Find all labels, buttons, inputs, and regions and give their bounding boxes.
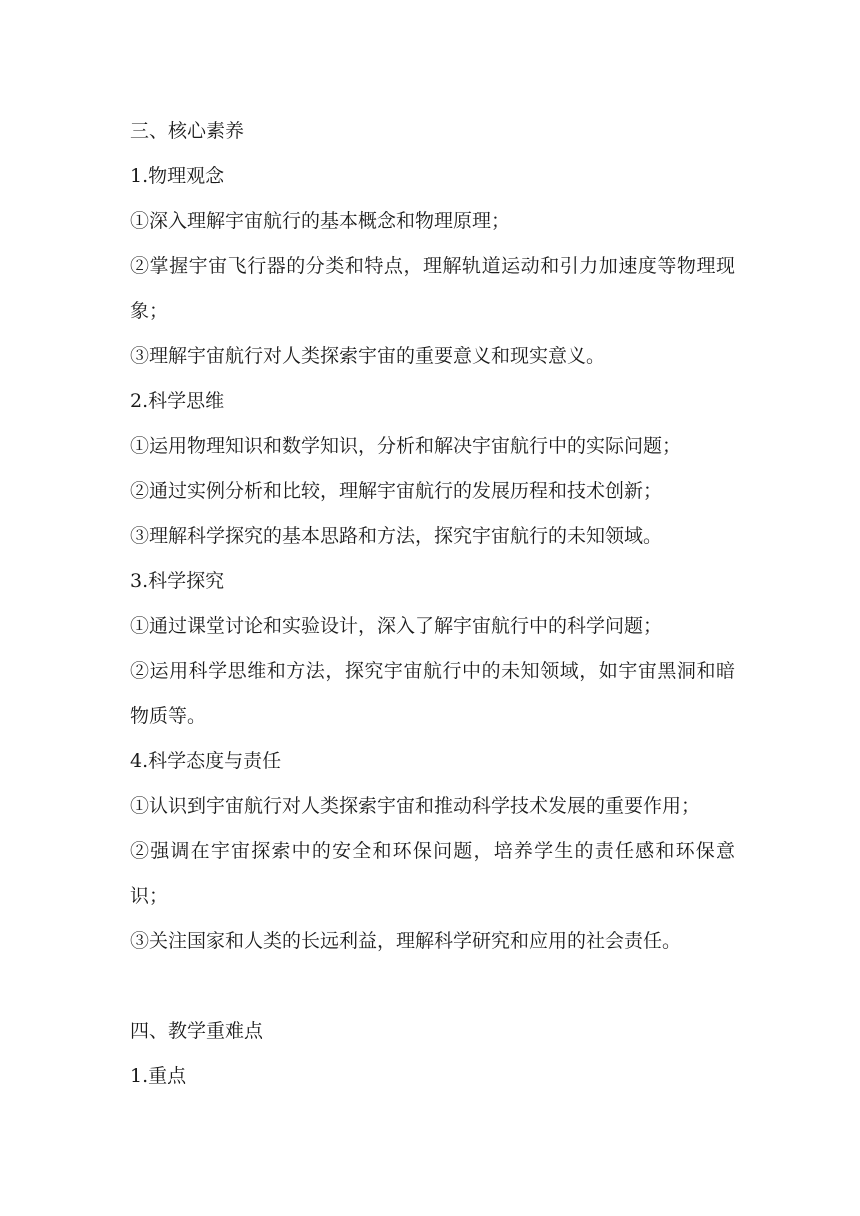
list-item: ③关注国家和人类的长远利益，理解科学研究和应用的社会责任。 [130, 930, 682, 952]
subheading-scientific-inquiry: 3.科学探究 [130, 570, 225, 592]
list-item: ①深入理解宇宙航行的基本概念和物理原理； [130, 210, 511, 232]
list-item: ③理解宇宙航行对人类探索宇宙的重要意义和现实意义。 [130, 345, 606, 367]
list-item: ③理解科学探究的基本思路和方法，探究宇宙航行的未知领域。 [130, 525, 663, 547]
list-item: ①认识到宇宙航行对人类探索宇宙和推动科学技术发展的重要作用； [130, 795, 701, 817]
list-item: ②强调在宇宙探索中的安全和环保问题，培养学生的责任感和环保意识； [130, 840, 735, 907]
section-heading-key-difficult-points: 四、教学重难点 [130, 1020, 264, 1042]
subheading-attitude-responsibility: 4.科学态度与责任 [130, 750, 282, 772]
blank-line [130, 964, 735, 1009]
list-item: ②运用科学思维和方法，探究宇宙航行中的未知领域，如宇宙黑洞和暗物质等。 [130, 660, 735, 727]
list-item: ①运用物理知识和数学知识，分析和解决宇宙航行中的实际问题； [130, 435, 682, 457]
section-heading-core-literacy: 三、核心素养 [130, 120, 245, 142]
subheading-key-points: 1.重点 [130, 1065, 187, 1087]
list-item: ②掌握宇宙飞行器的分类和特点，理解轨道运动和引力加速度等物理现象； [130, 255, 735, 322]
document-body [130, 109, 735, 1099]
subheading-physics-concept: 1.物理观念 [130, 165, 225, 187]
list-item: ②通过实例分析和比较，理解宇宙航行的发展历程和技术创新； [130, 480, 663, 502]
list-item: ①通过课堂讨论和实验设计，深入了解宇宙航行中的科学问题； [130, 615, 663, 637]
subheading-scientific-thinking: 2.科学思维 [130, 390, 225, 412]
